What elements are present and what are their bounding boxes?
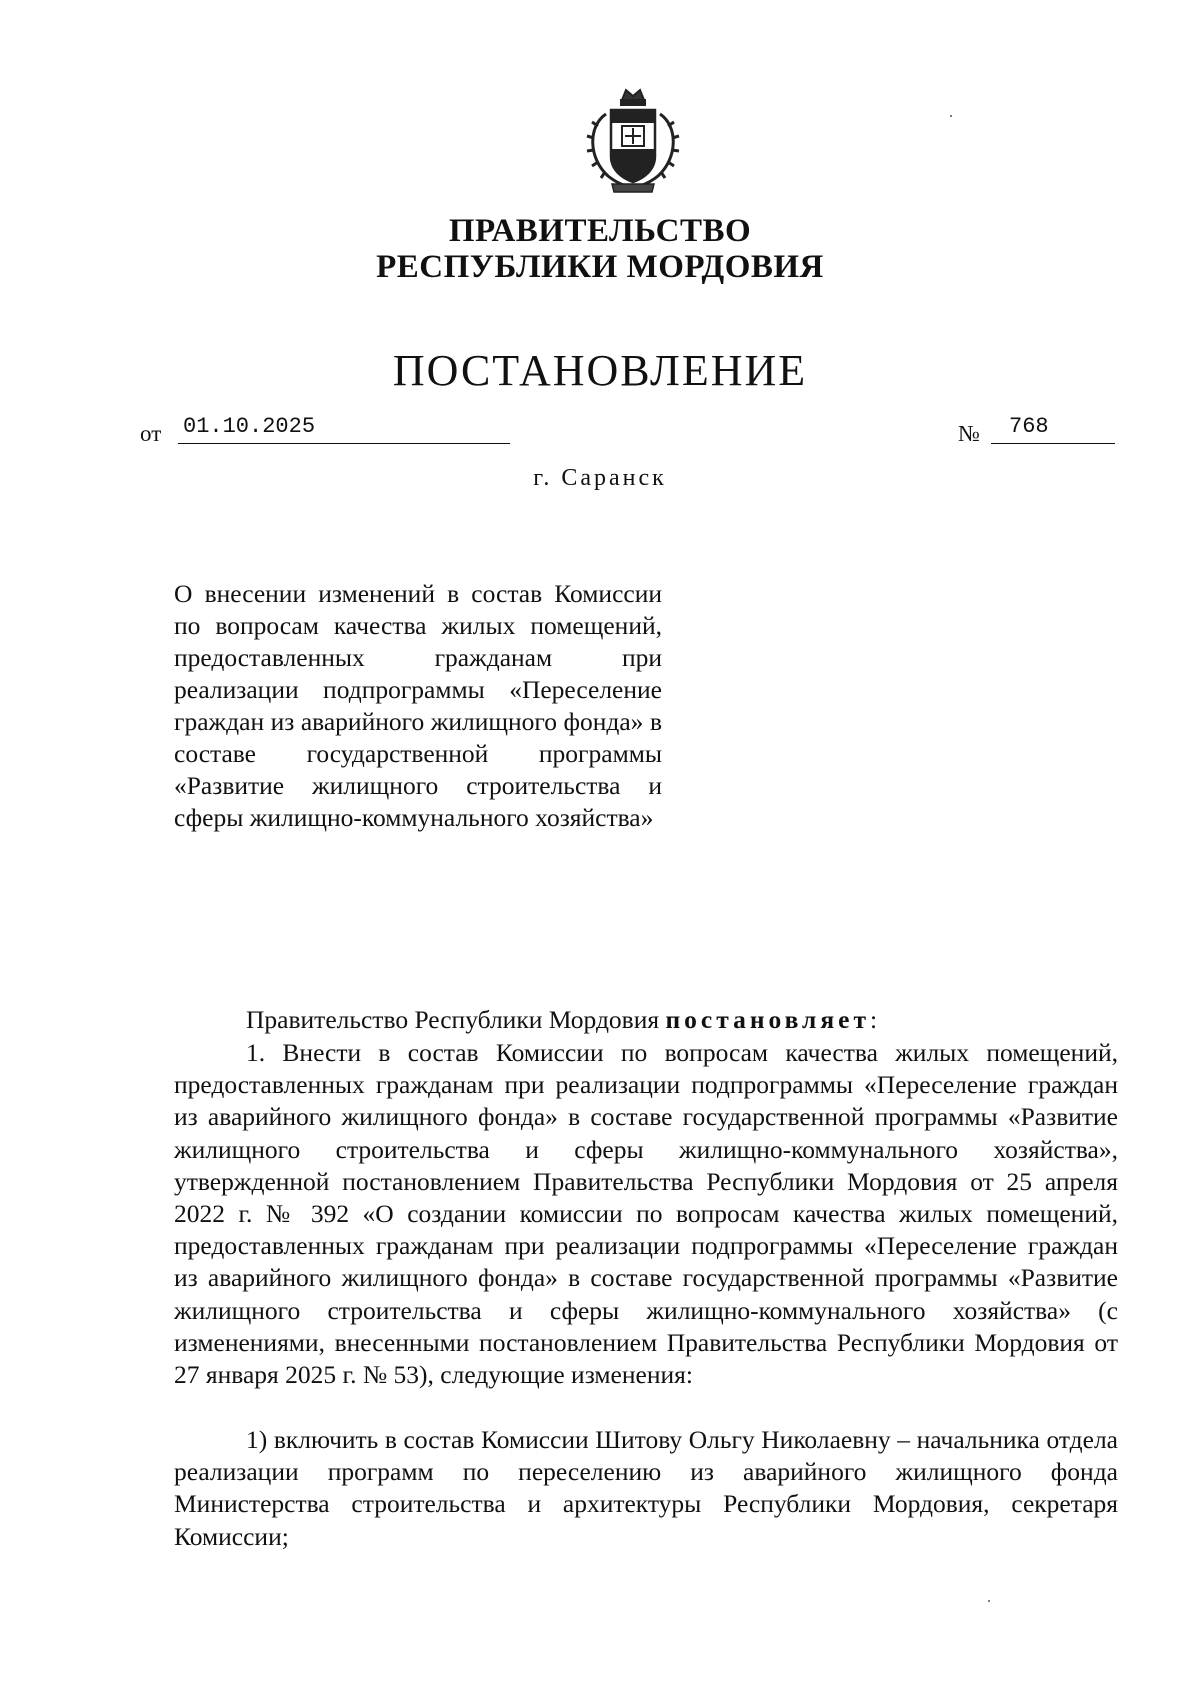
document-date: 01.10.2025 — [178, 414, 510, 444]
scan-speck — [950, 115, 952, 117]
item-1-paragraph: 1. Внести в состав Комиссии по вопросам качества жилых помещений, предоставленных гражданам при реализации подпрограммы «Переселение граждан из аварийного жилищного фонда» в составе государственной программы «Развитие жилищного строительства и сферы жилищно-коммунального хозяйства», утвержденной постановлением Правительства Республики Мордовия от 25 апреля 2022 г. № 392 «О создании комиссии по вопросам качества жилых помещений, предоставленных гражданам при реализации подпрограммы «Переселение граждан из аварийного жилищного фонда» в составе государственной программы «Развитие жилищного строительства и сферы жилищно-коммунального хозяйства» (с изменениями, внесенными постановлением Правительства Республики Мордовия от 27 января 2025 г. № 53), следующие изменения: — [174, 1038, 1118, 1390]
subitem-1-paragraph: 1) включить в состав Комиссии Шитову Ольгу Николаевну – начальника отдела реализации программ по переселению из аварийного жилищного фонда Министерства строительства и архитектуры Республики Мордовия, секретаря Комиссии; — [174, 1425, 1118, 1551]
document-subject: О внесении изменений в состав Комиссии по вопросам качества жилых помещений, предоставленных гражданам при реализации подпрограммы «Переселение граждан из аварийного жилищного фонда» в составе государственной программы «Развитие жилищного строительства и сферы жилищно-коммунального хозяйства» — [174, 579, 662, 832]
date-prefix: от — [140, 421, 162, 446]
coat-of-arms-icon — [578, 86, 688, 198]
scan-speck — [988, 1600, 990, 1602]
government-name-line2: РЕСПУБЛИКИ МОРДОВИЯ — [376, 249, 824, 285]
preamble-end: : — [870, 1005, 878, 1034]
document-number: 768 — [991, 414, 1115, 444]
document-type-title: ПОСТАНОВЛЕНИЕ — [392, 346, 808, 395]
number-prefix: № — [958, 421, 980, 446]
preamble-paragraph — [174, 1004, 1118, 1036]
city: г. Саранск — [533, 465, 667, 491]
preamble-verb: постановляет — [665, 1005, 871, 1034]
government-name-line1: ПРАВИТЕЛЬСТВО — [448, 213, 752, 249]
preamble-start: Правительство Республики Мордовия — [246, 1005, 660, 1034]
